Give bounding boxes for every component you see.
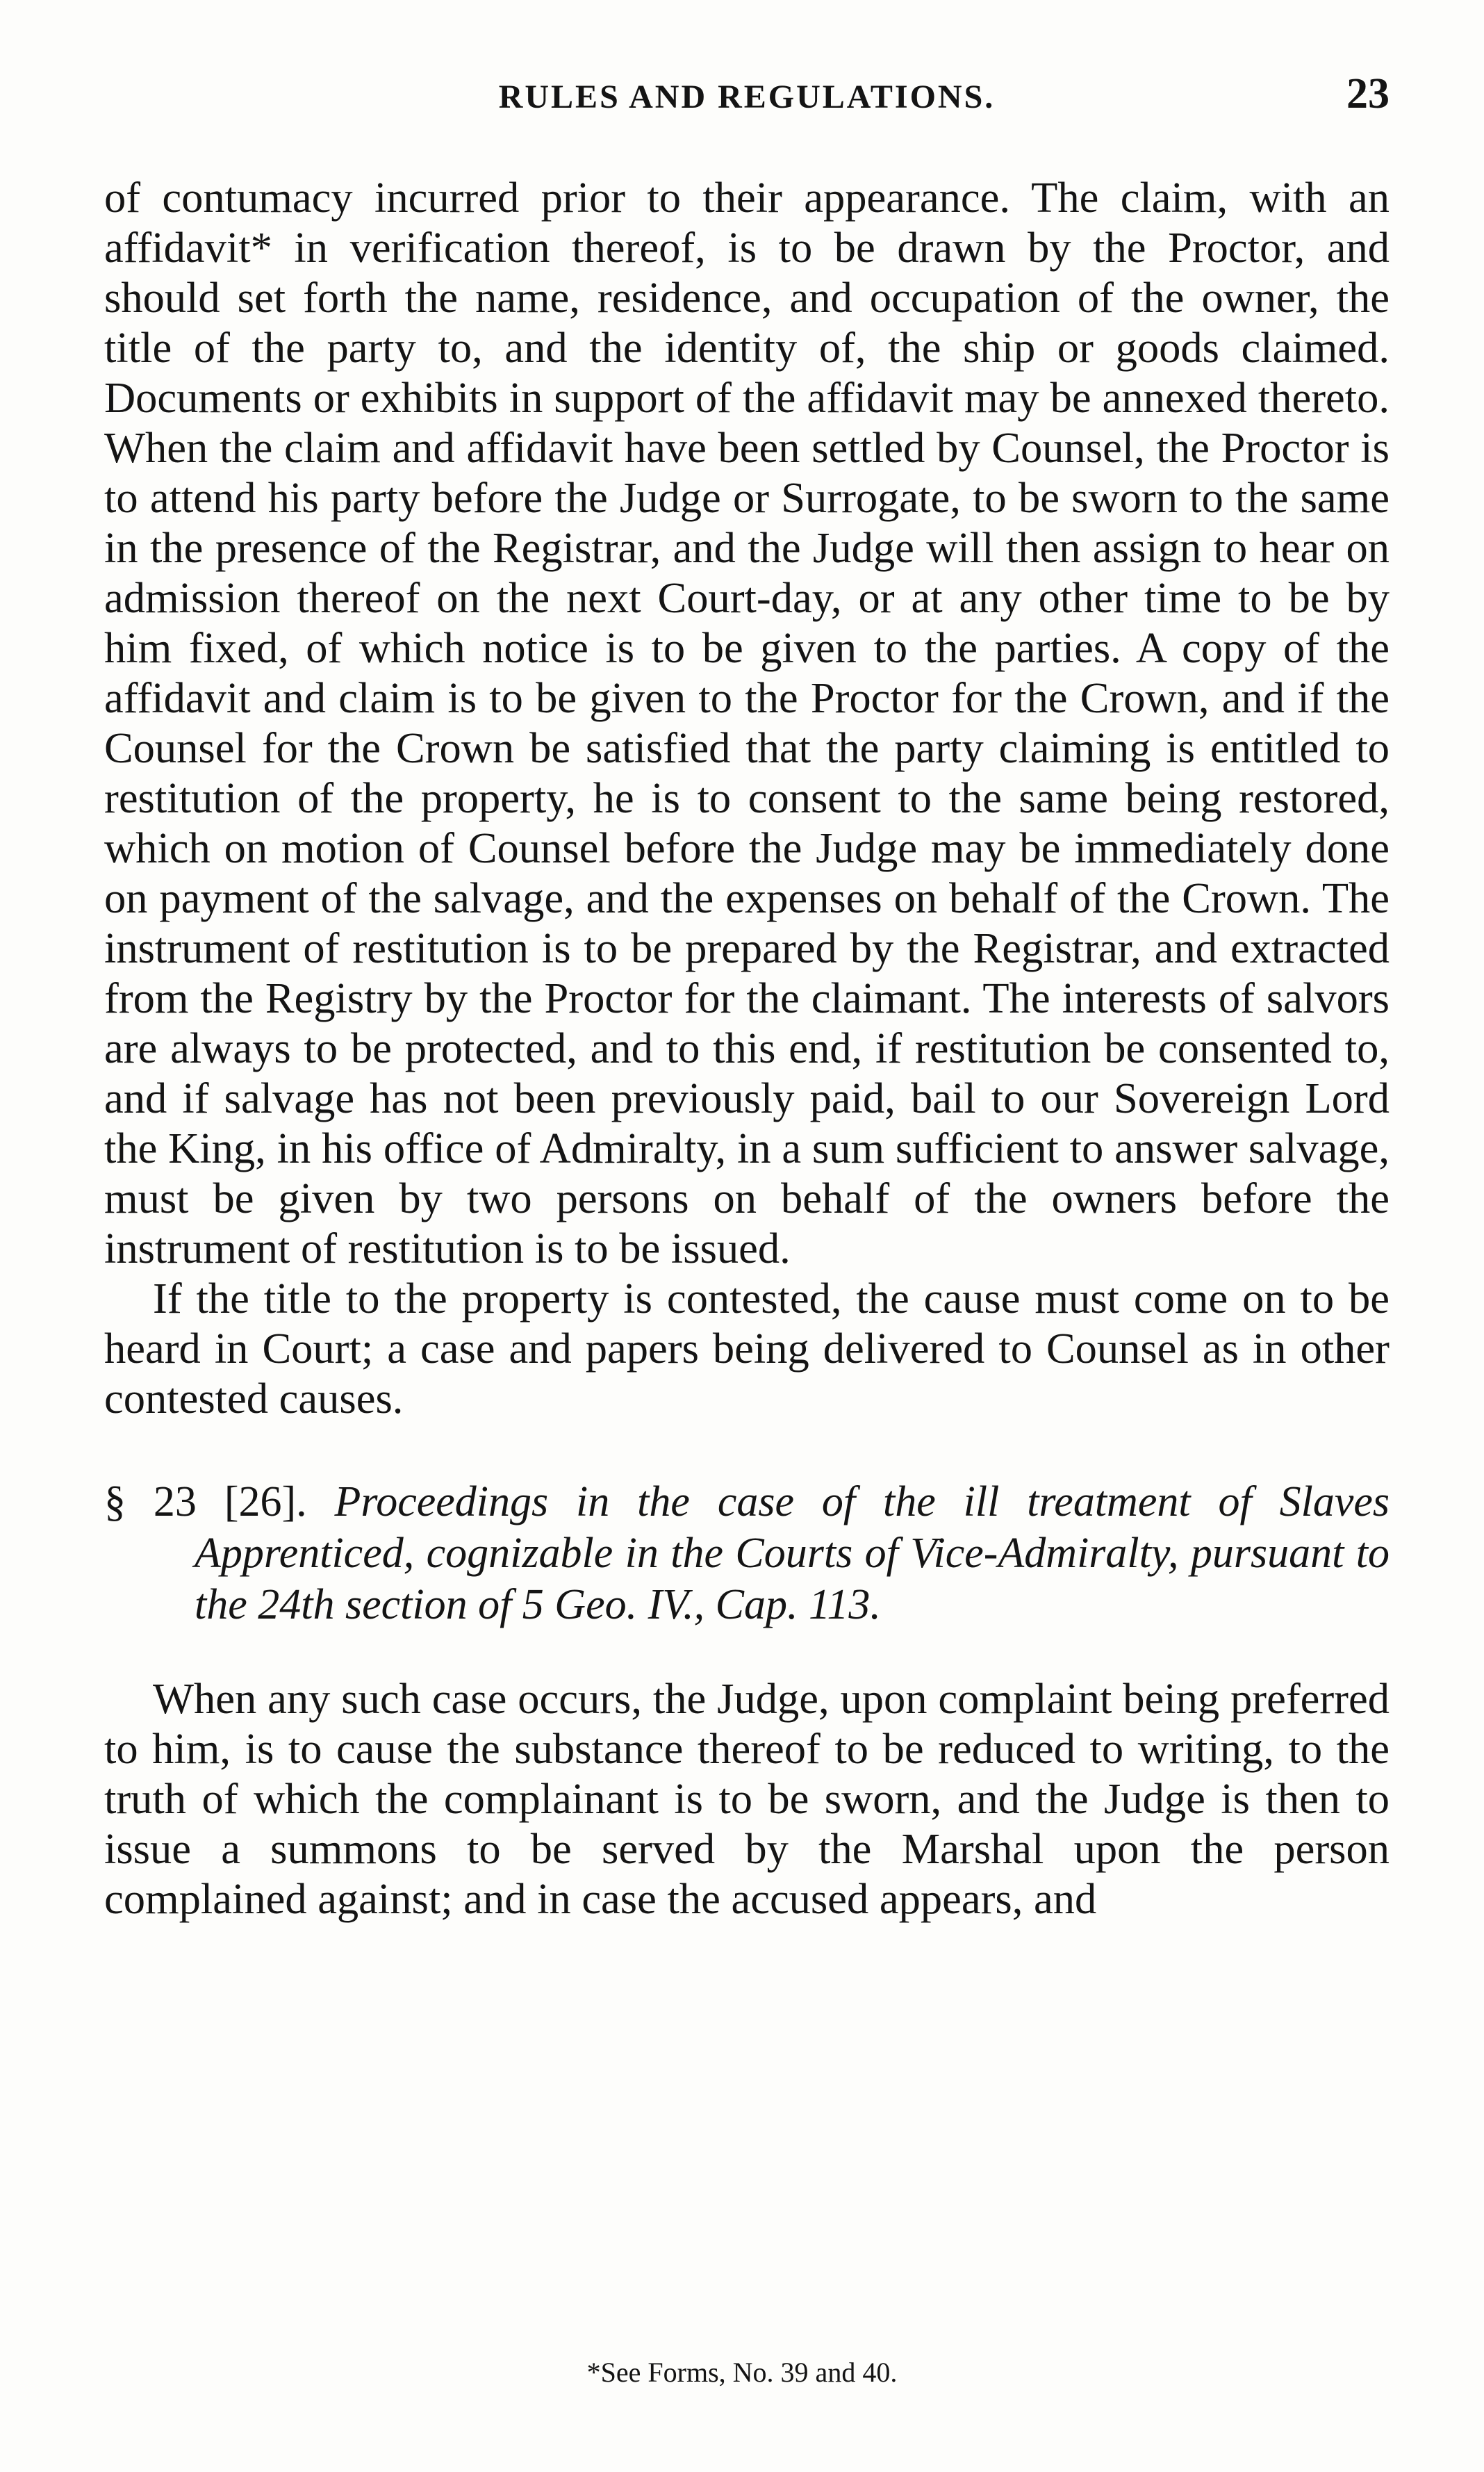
paragraph-complaint-procedure: When any such case occurs, the Judge, upon complaint being preferred to him, is to cause the substance thereof to be reduced to writing, to the truth of which the complainant is to be sworn, and the Judge is then to issue a summons to be served by the Marshal upon the person complained against; and in case the accused appears, and bbox=[104, 1674, 1390, 1923]
page-content bbox=[104, 69, 1390, 1924]
section-heading bbox=[104, 1476, 1390, 1630]
page-header bbox=[104, 69, 1390, 139]
footnote: *See Forms, No. 39 and 40. bbox=[586, 2357, 898, 2388]
running-head: RULES AND REGULATIONS. bbox=[498, 79, 996, 115]
section-number: § 23 [26]. bbox=[104, 1478, 307, 1525]
paragraph-contested-title: If the title to the property is contested, the cause must come on to be heard in Court; a case and papers being delivered to Counsel as in other contested causes. bbox=[104, 1274, 1390, 1423]
paragraph-claim-procedure: of contumacy incurred prior to their appearance. The claim, with an affidavit* in verification thereof, is to be drawn by the Proctor, and should set forth the name, residence, and occupation of the owner, the title of the party to, and the identity of, the ship or goods claimed. Documents or exhibits in support of the affidavit may be annexed thereto. When the claim and affidavit have been settled by Counsel, the Proctor is to attend his party before the Judge or Surrogate, to be sworn to the same in the presence of the Registrar, and the Judge will then assign to hear on admission thereof on the next Court-day, or at any other time to be by him fixed, of which notice is to be given to the parties. A copy of the affidavit and claim is to be given to the Proctor for the Crown, and if the Counsel for the Crown be satisfied that the party claiming is entitled to restitution of the property, he is to consent to the same being restored, which on motion of Counsel before the Judge may be immediately done on payment of the salvage, and the expenses on behalf of the Crown. The instrument of restitution is to be prepared by the Registrar, and extracted from the Registry by the Proctor for the claimant. The interests of salvors are always to be protected, and to this end, if restitution be consented to, and if salvage has not been previously paid, bail to our Sovereign Lord the King, in his office of Admiralty, in a sum sufficient to answer salvage, must be given by two persons on behalf of the owners before the instrument of restitution is to be issued. bbox=[104, 173, 1390, 1272]
section-title: Proceedings in the case of the ill treatment of Slaves Apprenticed, cognizable in the Courts of Vice-Admiralty, pursuant to the 24th section of 5 Geo. IV., Cap. 113. bbox=[195, 1478, 1390, 1628]
page-number: 23 bbox=[1346, 70, 1390, 117]
